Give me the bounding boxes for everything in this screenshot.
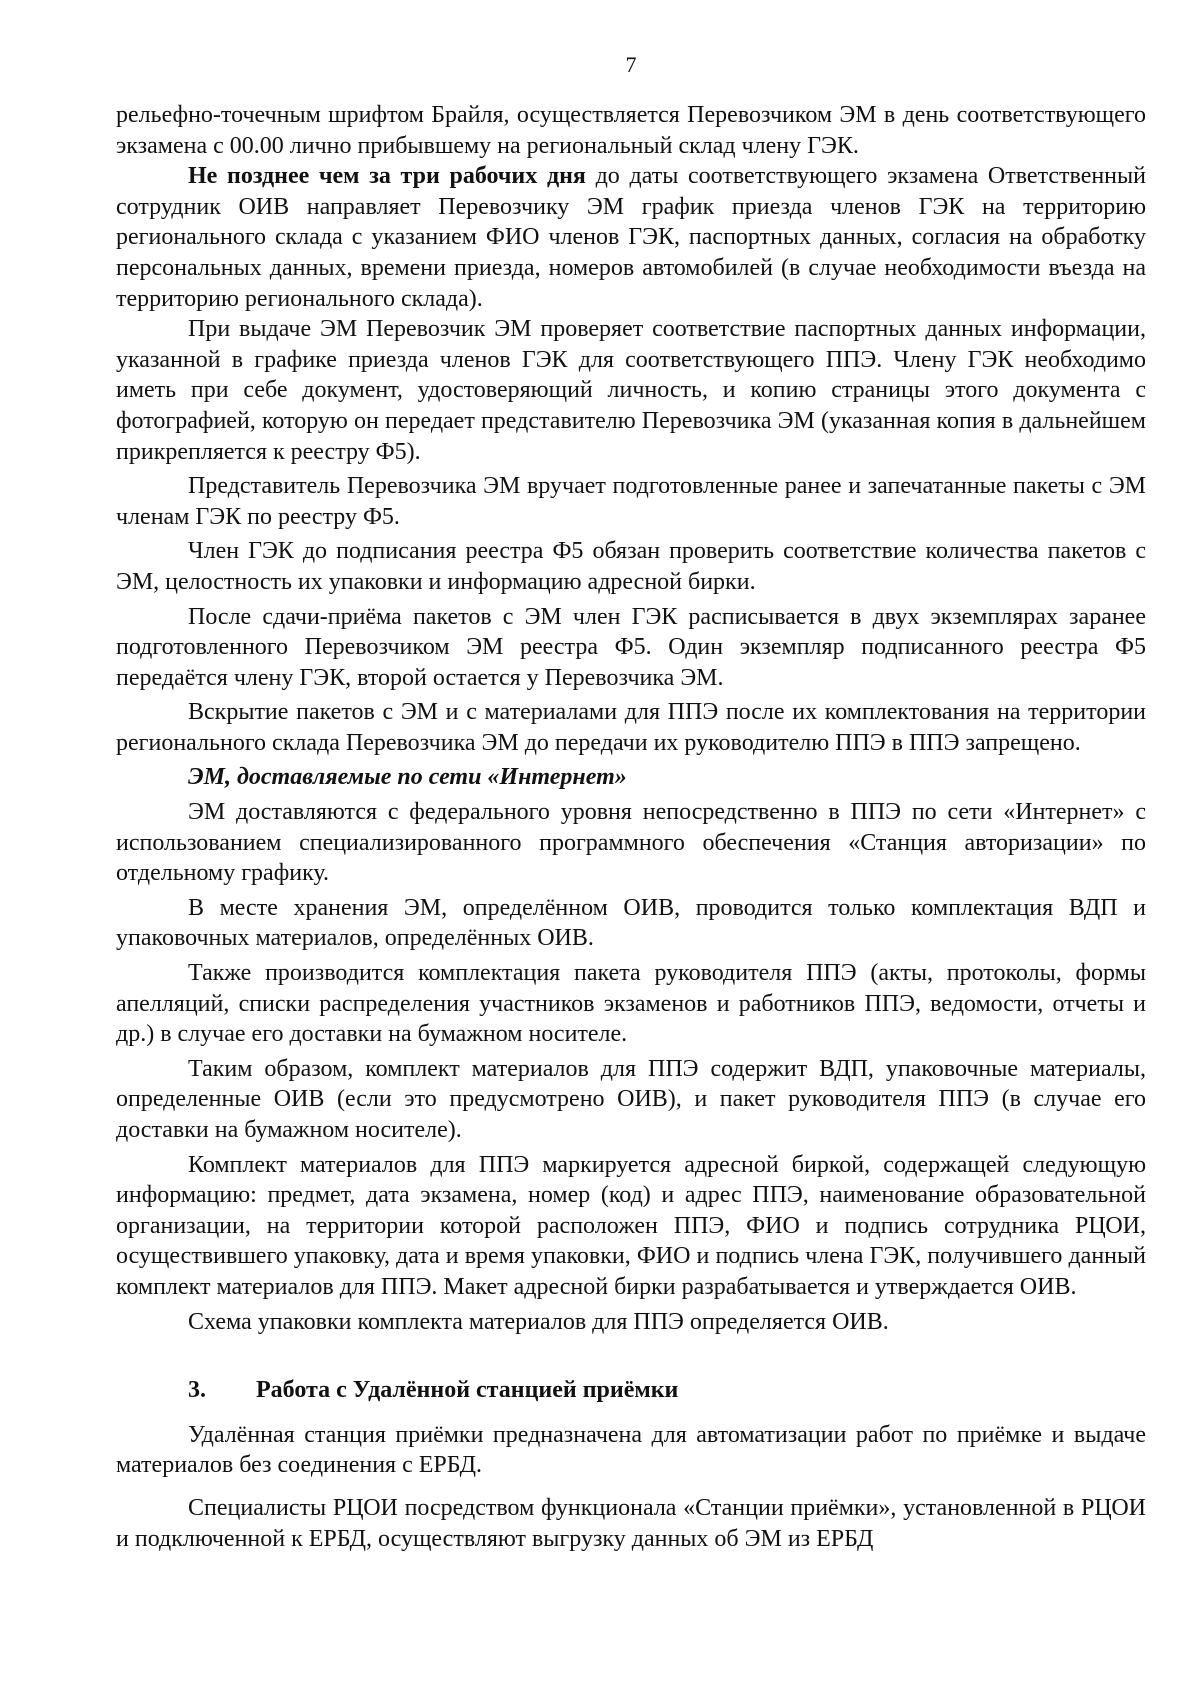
paragraph-head-package: Также производится комплектация пакета руководителя ППЭ (акты, протоколы, формы апелляций, списки распределения участников экзаменов и работников ППЭ, ведомости, отчеты и др.) в случае его доставки на бумажном носителе.	[116, 960, 1146, 1048]
paragraph-signing: После сдачи-приёма пакетов с ЭМ член ГЭК расписывается в двух экземплярах заранее подготовленного Перевозчиком ЭМ реестра Ф5. Один экземпляр подписанного реестра Ф5 передаётся члену ГЭК, второй остается у Перевозчика ЭМ.	[116, 603, 1146, 691]
paragraph-address-tag: Комплект материалов для ППЭ маркируется адресной биркой, содержащей следующую информацию: предмет, дата экзамена, номер (код) и адрес ППЭ, наименование образовательной организации, на территории которой расположен ППЭ, ФИО и подпись сотрудника РЦОИ, осуществившего упаковку, дата и время упаковки, ФИО и подпись члена ГЭК, получившего данный комплект материалов для ППЭ. Макет адресной бирки разрабатывается и утверждается ОИВ.	[116, 1151, 1146, 1300]
paragraph-internet-delivery: ЭМ доставляются с федерального уровня непосредственно в ППЭ по сети «Интернет» с использованием специализированного программного обеспечения «Станция авторизации» по отдельному графику.	[116, 799, 1146, 887]
document-page	[116, 52, 1146, 1554]
paragraph-packing-scheme: Схема упаковки комплекта материалов для ППЭ определяется ОИВ.	[188, 1308, 889, 1335]
paragraph-packages-handover: Представитель Перевозчика ЭМ вручает подготовленные ранее и запечатанные пакеты с ЭМ членам ГЭК по реестру Ф5.	[116, 473, 1146, 530]
page-number: 7	[625, 52, 637, 77]
paragraph-braille-delivery: рельефно-точечным шрифтом Брайля, осуществляется Перевозчиком ЭМ в день соответствующего экзамена с 00.00 лично прибывшему на региональный склад члену ГЭК.	[116, 102, 1146, 159]
section-title: Работа с Удалённой станцией приёмки	[256, 1377, 679, 1404]
paragraph-rcoi-export: Специалисты РЦОИ посредством функционала «Станции приёмки», установленной в РЦОИ и подключенной к ЕРБД, осуществляют выгрузку данных об ЭМ из ЕРБД	[116, 1494, 1146, 1552]
paragraph-gek-schedule-text: до даты соответствующего экзамена Ответственный сотрудник ОИВ направляет Перевозчику ЭМ график приезда членов ГЭК на территорию регионального склада с указанием ФИО членов ГЭК, паспортных данных, согласия на обработку персональных данных, времени приезда, номеров автомобилей (в случае необходимости въезда на территорию регионального склада).	[116, 163, 1146, 312]
paragraph-remote-station: Удалённая станция приёмки предназначена для автоматизации работ по приёмке и выдаче материалов без соединения с ЕРБД.	[116, 1421, 1146, 1479]
section-heading	[116, 1375, 1146, 1406]
paragraph-registry-check: Член ГЭК до подписания реестра Ф5 обязан проверить соответствие количества пакетов с ЭМ, целостность их упаковки и информацию адресной бирки.	[116, 538, 1146, 595]
deadline-emphasis: Не позднее чем за три рабочих дня	[188, 163, 586, 190]
paragraph-storage-assembly: В месте хранения ЭМ, определённом ОИВ, проводится только комплектация ВДП и упаковочных материалов, определённых ОИВ.	[116, 894, 1146, 952]
section-number: 3.	[188, 1377, 206, 1404]
paragraph-kit-contents: Таким образом, комплект материалов для ППЭ содержит ВДП, упаковочные материалы, определенные ОИВ (если это предусмотрено ОИВ), и пакет руководителя ППЭ (в случае его доставки на бумажном носителе).	[116, 1055, 1146, 1143]
paragraph-opening-prohibited: Вскрытие пакетов с ЭМ и с материалами для ППЭ после их комплектования на территории регионального склада Перевозчика ЭМ до передачи их руководителю ППЭ в ППЭ запрещено.	[116, 699, 1146, 756]
paragraph-passport-check: При выдаче ЭМ Перевозчик ЭМ проверяет соответствие паспортных данных информации, указанной в графике приезда членов ГЭК для соответствующего ППЭ. Члену ГЭК необходимо иметь при себе документ, удостоверяющий личность, и копию страницы этого документа с фотографией, которую он передает представителю Перевозчика ЭМ (указанная копия в дальнейшем прикрепляется к реестру Ф5).	[116, 316, 1146, 465]
paragraph-gek-schedule	[116, 161, 1146, 314]
subheading-internet-delivery: ЭМ, доставляемые по сети «Интернет»	[188, 764, 627, 791]
